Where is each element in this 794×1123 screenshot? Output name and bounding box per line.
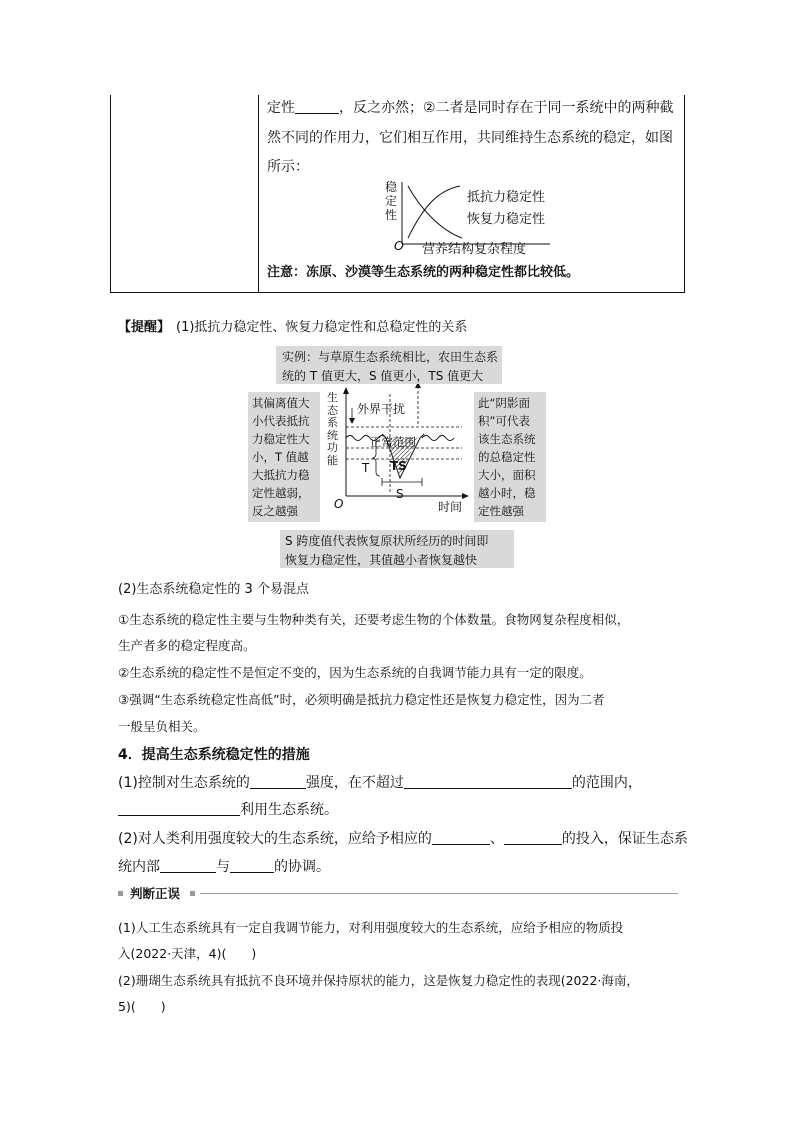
fig2-left-box [248, 392, 320, 522]
judge-q1b: 入(2022·天津，4)( ) [118, 946, 257, 961]
fig2-right-line-6: 越小时，稳 [478, 486, 536, 500]
blank-5 [432, 830, 490, 845]
fig2-TS: TS [390, 459, 407, 473]
blank-8 [230, 858, 274, 873]
table-line-1a: 定性 [267, 100, 295, 116]
fig2-bottom-line-1: S 跨度值代表恢复原状所经历的时间即 [285, 534, 489, 548]
blank-7 [160, 858, 216, 873]
fig2-normal: 正常范围 [370, 435, 416, 449]
fig1-curve2-label: 恢复力稳定性 [467, 212, 546, 227]
fig1-curve1-label: 抵抗力稳定性 [467, 190, 546, 205]
fig1-ylabel: 稳定性 [385, 180, 398, 222]
fig2-right-line-1: 此“阴影面 [478, 396, 530, 410]
fig2-xlabel: 时间 [438, 500, 463, 514]
fig2-right-line-2: 积”可代表 [478, 414, 530, 428]
section4-line-4 [118, 857, 330, 877]
s4-l4b: 与 [216, 859, 230, 875]
fig2-left-line-1: 其偏离值大 [252, 396, 310, 410]
s4-l1a: (1)控制对生态系统的 [118, 775, 250, 791]
fig2-right-box [474, 392, 546, 522]
fig2-origin: O [334, 497, 344, 511]
blank-3 [404, 774, 572, 789]
section4-line-3 [118, 829, 688, 849]
point-2: ②生态系统的稳定性不是恒定不变的，因为生态系统的自我调节能力具有一定的限度。 [118, 665, 592, 680]
fig2-left-line-7: 反之越强 [252, 504, 298, 518]
blank-4 [118, 801, 240, 816]
judge-bullet-right [190, 891, 195, 896]
fig2-S: S [396, 487, 404, 501]
section4-line-2 [118, 800, 338, 820]
s4-l1c: 的范围内， [571, 775, 642, 791]
fig2-left-line-2: 小代表抵抗 [252, 414, 310, 428]
fig2-left-line-6: 定性越弱， [252, 486, 310, 500]
fig2-left-line-5: 大抵抗力稳 [252, 468, 310, 482]
table-line-2: 然不同的作用力，它们相互作用，共同维持生态系统的稳定，如图 [267, 130, 673, 146]
tip-heading: (1)抵抗力稳定性、恢复力稳定性和总稳定性的关系 [176, 320, 468, 335]
fig2-right-line-7: 定性越强 [478, 504, 524, 518]
fig2-T: T [362, 461, 370, 475]
section4-title: 4．提高生态系统稳定性的措施 [118, 747, 310, 763]
judge-divider [118, 884, 678, 904]
section4-line-1 [118, 773, 642, 793]
table-line-3: 所示： [267, 159, 309, 175]
fig2-top-line-2: 统的 T 值更大，S 值更小，TS 值更大 [282, 369, 484, 383]
judge-q1a: (1)人工生态系统具有一定自我调节能力，对利用强度较大的生态系统，应给予相应的物质投 [118, 920, 624, 935]
s4-l1b: 强度，在不超过 [305, 775, 404, 791]
fig2-wave-right [422, 436, 454, 441]
judge-title: 判断正误 [130, 886, 181, 901]
fig2-top-line-1: 实例：与草原生态系统相比，农田生态系 [282, 350, 499, 364]
fig2-bottom-box [280, 530, 514, 568]
fig2-disturb-arrow [349, 418, 355, 424]
fig2-top-arrow [415, 384, 421, 388]
tip-line [118, 318, 467, 338]
fig2-left-line-4: 小，T 值越 [252, 450, 309, 464]
fig2-right-line-4: 的总稳定性 [478, 450, 536, 464]
s4-l2b: 利用生态系统。 [240, 802, 338, 818]
s4-l3b: 、 [489, 831, 504, 847]
judge-q2b: 5)( ) [118, 999, 166, 1014]
fig2-right-line-5: 大小，面积 [478, 468, 536, 482]
s4-l4a: 统内部 [118, 859, 160, 875]
fig1-origin: O [394, 238, 404, 253]
blank-1 [295, 99, 339, 114]
judge-q2a: (2)珊瑚生态系统具有抵抗不良环境并保持原状的能力，这是恢复力稳定性的表现(2022·海南， [118, 973, 639, 988]
blank-2 [250, 774, 306, 789]
point-3a: ③强调“生态系统稳定性高低”时，必须明确是抵抗力稳定性还是恢复力稳定性，因为二者 [118, 692, 605, 707]
judge-bullet-left [118, 891, 123, 896]
fig1-xlabel: 营养结构复杂程度 [422, 242, 527, 257]
fig2-x-arrow [462, 493, 469, 499]
s4-l3c: 的投入，保证生态系 [561, 831, 688, 847]
fig1-curve-resistance [408, 186, 460, 238]
s4-l4c: 的协调。 [274, 859, 330, 875]
fig1-curve-resilience [408, 186, 462, 238]
tip-tag: 【提醒】 [118, 320, 171, 335]
judge-rule [200, 893, 678, 894]
table-line-1b: ，反之亦然；②二者是同时存在于同一系统中的两种截 [339, 100, 674, 116]
fig2-left-line-3: 力稳定性大 [252, 432, 310, 446]
point-1a: ①生态系统的稳定性主要与生物种类有关，还要考虑生物的个体数量。食物网复杂程度相似， [118, 612, 630, 627]
table-line-1 [267, 98, 674, 118]
fig2-ylabel: 生态系统功能 [327, 391, 338, 467]
fig2-bottom-line-2: 恢复力稳定性，其值越小者恢复越快 [285, 553, 478, 567]
point-1b: 生产者多的稳定程度高。 [118, 638, 256, 653]
fig2-top-box [276, 346, 502, 384]
fig2-right-line-3: 该生态系统 [478, 432, 536, 446]
s4-l3a: (2)对人类利用强度较大的生态系统，应给予相应的 [118, 831, 432, 847]
point-3b: 一般呈负相关。 [118, 719, 206, 734]
table-note: 注意：冻原、沙漠等生态系统的两种稳定性都比较低。 [267, 265, 580, 280]
points-heading: (2)生态系统稳定性的 3 个易混点 [118, 582, 309, 597]
table-divider [258, 95, 259, 292]
blank-6 [504, 830, 562, 845]
fig2-y-arrow [343, 387, 349, 394]
fig2-external: 外界干扰 [357, 402, 406, 416]
